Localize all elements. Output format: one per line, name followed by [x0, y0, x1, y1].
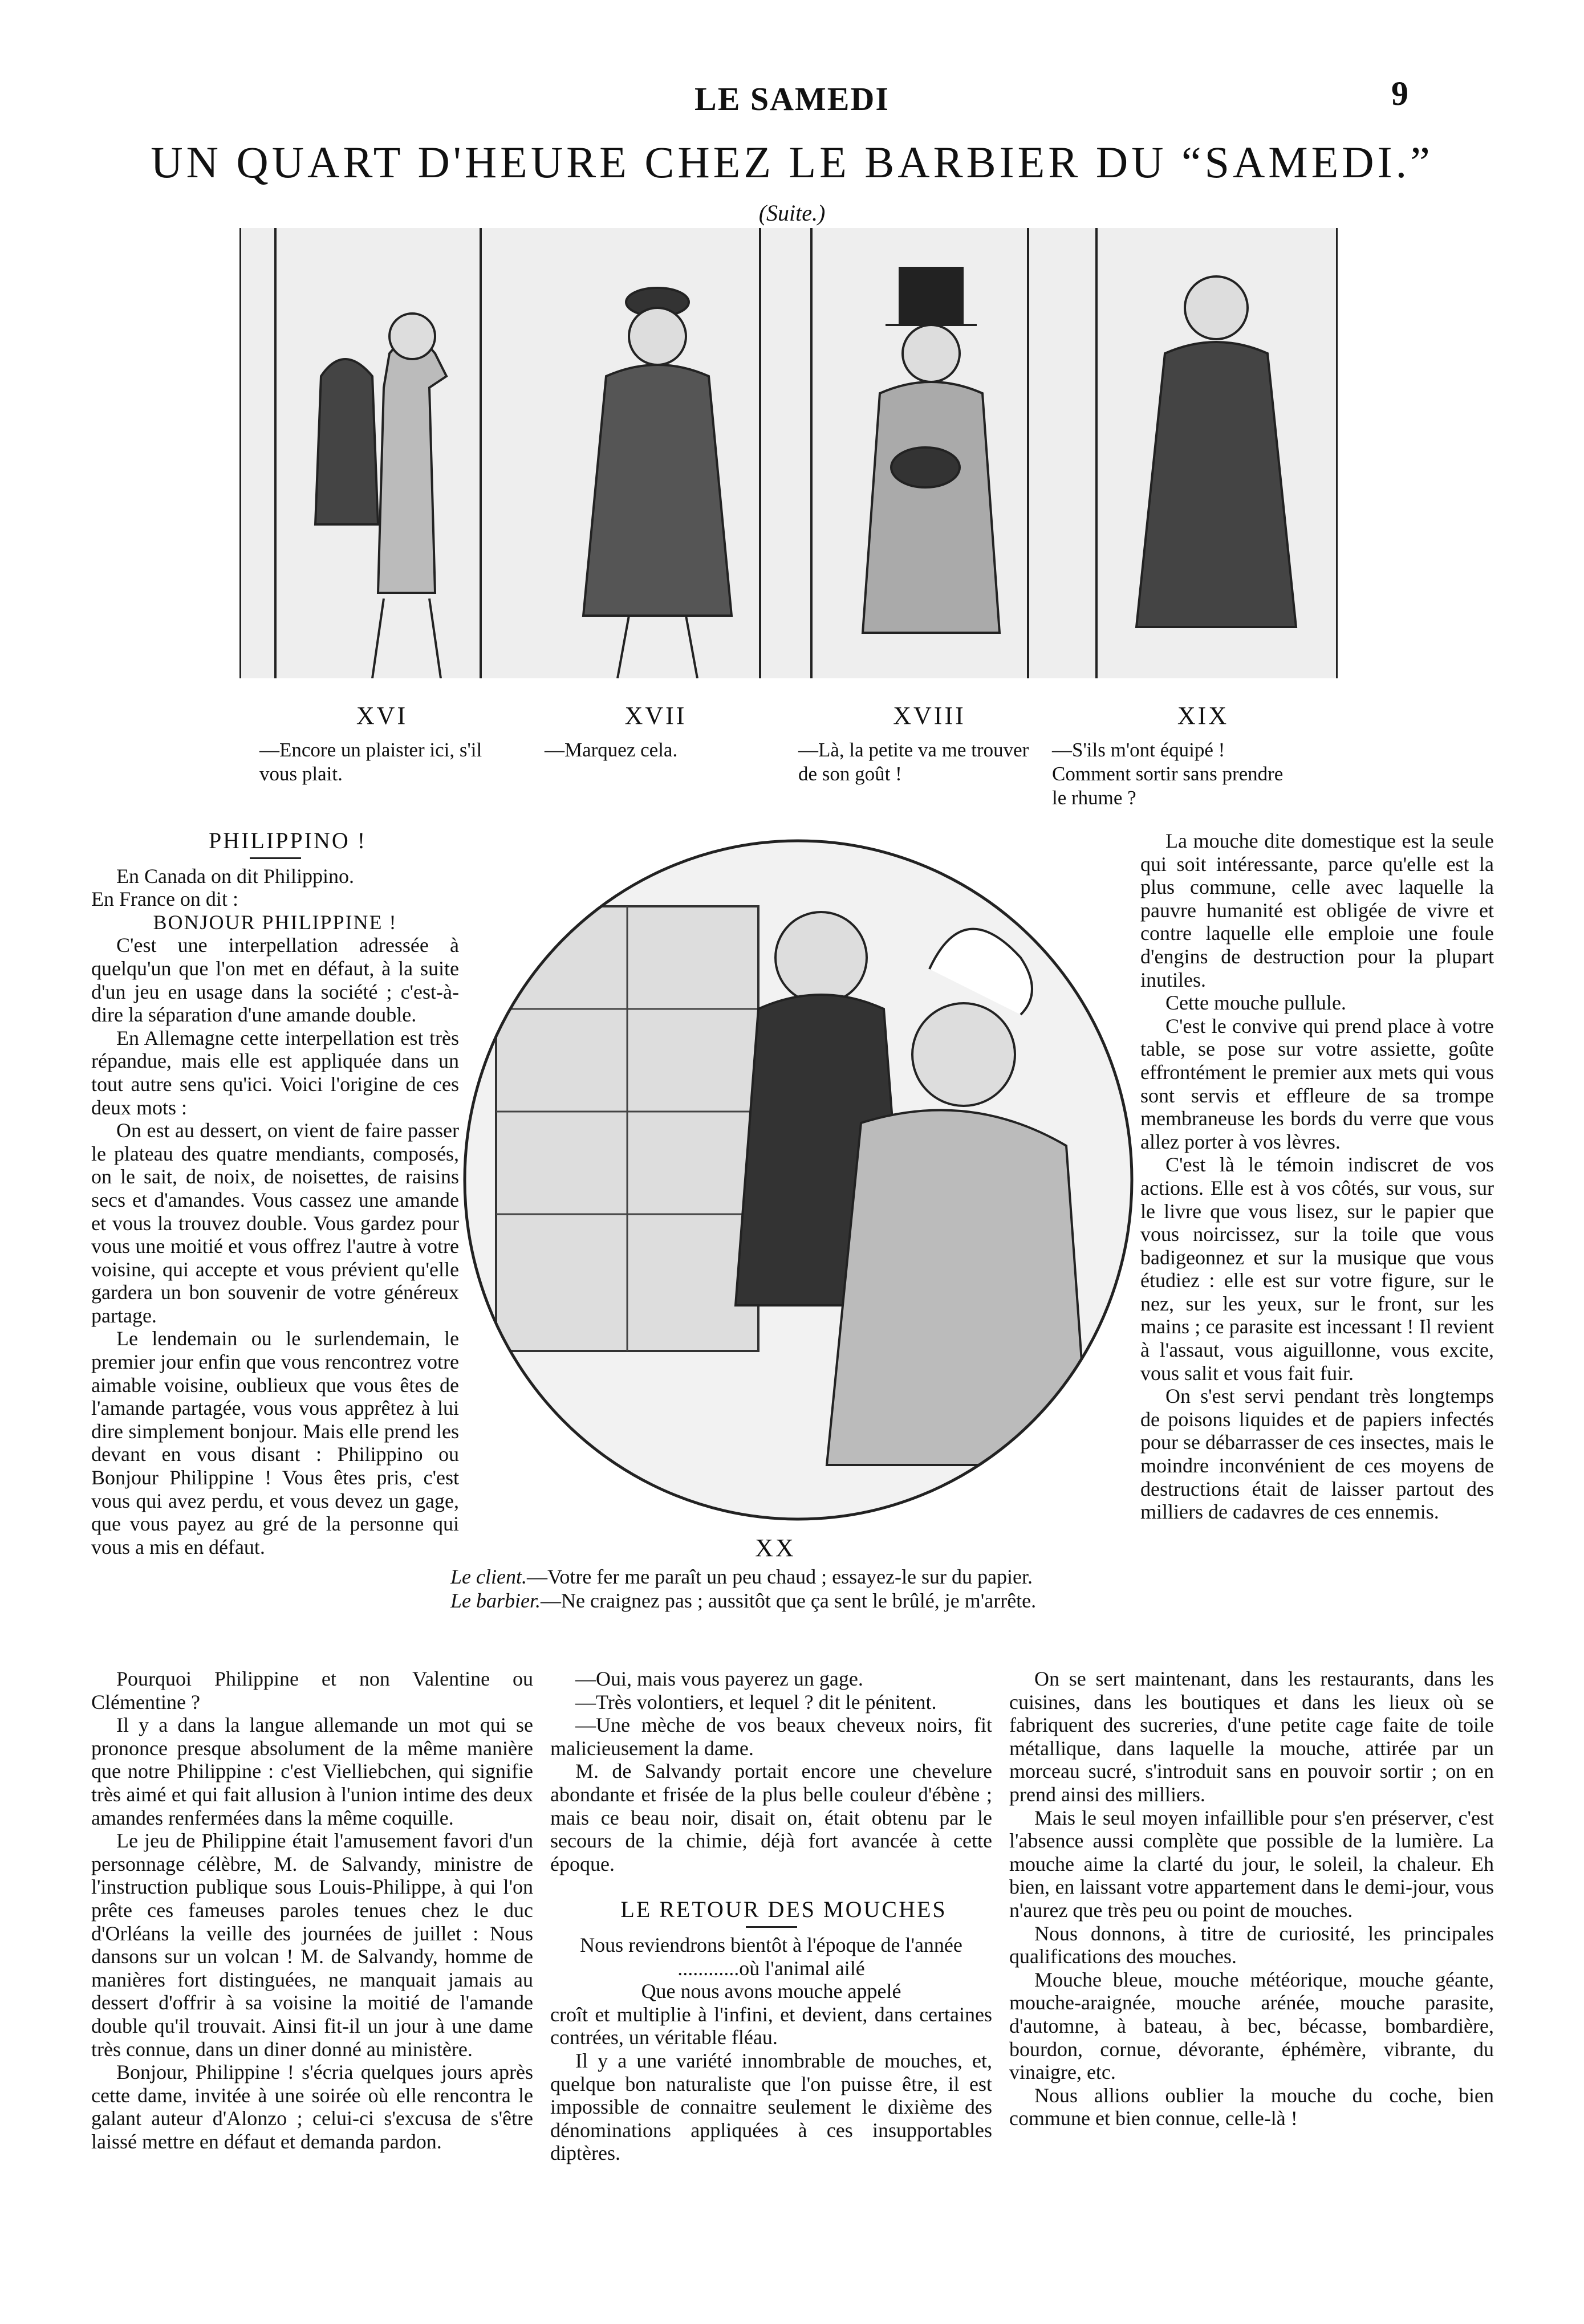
article-subtitle: (Suite.) [758, 200, 826, 226]
philippino-paragraph: —Une mèche de vos beaux cheveux noirs, fit malicieusement la dame. [550, 1714, 992, 1760]
mouches-continuation [1009, 1667, 1494, 2130]
running-title: LE SAMEDI [694, 80, 890, 117]
mouches-paragraph: Mais le seul moyen infaillible pour s'en préserver, c'est l'absence aussi complète que possible de la lumière. La mouche aime la clarté du jour, le soleil, la chaleur. Eh bien, en laissant votre appartement dans le demi-jour, vous n'aurez que très peu ou point de mouches. [1009, 1806, 1494, 1922]
mouches-paragraph: On s'est servi pendant très longtemps de poisons liquides et de papiers infectés pour se débarrasser de ces insectes, mais le moindre inconvénient de ces moyens de destructions était de laisser partout des milliers de cadavres de ces ennemis. [1140, 1385, 1494, 1524]
mouches-paragraph: On se sert maintenant, dans les restaurants, dans les cuisines, dans les boutiques et dans les lieux où se fabriquent des sucreries, d'une petite cage faite de toile métallique, dans laquelle la mouche, attirée par un morceau sucré, s'introduit sans en pouvoir sortir ; on en prend ainsi des milliers. [1009, 1667, 1494, 1806]
panel-xviii-caption: —Là, la petite va me trouver de son goût ! [798, 739, 1029, 785]
philippino-intro-1: En Canada on dit Philippino. [116, 864, 354, 888]
philippino-paragraph: —Oui, mais vous payerez un gage. [575, 1667, 863, 1690]
philippino-heading: PHILIPPINO ! [208, 828, 367, 853]
philippino-intro-2: En France on dit : [91, 888, 238, 911]
mouches-paragraph: Nous allions oublier la mouche du coche, bien commune et bien connue, celle-là ! [1009, 2083, 1494, 2130]
mouches-paragraph: C'est là le témoin indiscret de vos actions. Elle est à vos côtés, sur vous, sur le livre que vous lisez, sur le papier que vous noircissez, sur la toile que vous badigeonnez et sur la musique que vous étudiez : elle est sur votre figure, sur le nez, sur les yeux, sur le front, sur les mains ; ce parasite est incessant ! Il revient à l'assaut, vous aiguillonne, vous excite, vous salit et vous fait fuir. [1140, 1153, 1494, 1385]
panel-xix-illustration [1062, 228, 1338, 678]
heading-rule [746, 1926, 797, 1928]
mouches-column [1140, 829, 1494, 1524]
mouches-paragraph: La mouche dite domestique est la seule qui soit intéressante, parce qu'elle est la plus commune, celle avec laquelle la pauvre humanité est obligée de vivre et contre laquelle elle emploie une foule d'engins de destruction pour la plupart inutiles. [1140, 829, 1494, 991]
article-title: UN QUART D'HEURE CHEZ LE BARBIER DU “SAMEDI.” [151, 137, 1433, 187]
philippino-paragraph: En Allemagne cette interpellation est très répandue, mais elle est appliquée dans un tout autre sens qu'ici. Voici l'origine de ces deux mots : [91, 1026, 459, 1119]
panel-xvi-illustration [241, 228, 517, 678]
philippino-paragraph: Il y a dans la langue allemande un mot qui se prononce presque absolument de la même manière que notre Philippine : c'est Vielliebchen, qui signifie très aimé et qui fait allusion à l'union intime des deux amandes renfermées dans la même coquille. [91, 1714, 533, 1829]
panel-xviii-numeral: XVIII [893, 702, 966, 730]
philippino-paragraph: C'est une interpellation adressée à quelqu'un que l'on met en défaut, à la suite d'un jeu en usage dans la société ; c'est-à-dire la séparation d'une amande double. [91, 934, 459, 1027]
philippino-continuation [91, 1667, 533, 2153]
panel-xvi-numeral: XVI [356, 702, 408, 730]
mouches-intro-3: Que nous avons mouche appelé [641, 1980, 901, 2003]
barber-illustration [462, 838, 1135, 1522]
caption-line-client [450, 1565, 1135, 1589]
heading-rule [250, 857, 301, 859]
philippino-paragraph: On est au dessert, on vient de faire passer le plateau des quatre mendiants, composés, on le sait, de noix, de noisettes, de raisins secs et d'amandes. Vous cassez une amande et vous la trouvez double. Vous gardez pour vous une moitié et vous offrez l'autre à votre voisine, qui accepte et vous prévient qu'elle gardera un bon souvenir de votre généreux partage. [91, 1119, 459, 1327]
mouches-heading: LE RETOUR DES MOUCHES [620, 1896, 947, 1923]
mouches-paragraph: Mouche bleue, mouche météorique, mouche géante, mouche-araignée, mouche arénée, mouche parasite, d'automne, à bateau, à bec, bécasse, bombardière, bourdon, cornue, dévorante, éphémère, vibrante, du vinaigre, etc. [1009, 1968, 1494, 2084]
comic-strip [239, 228, 1338, 678]
panel-xvi-caption: —Encore un plaister ici, s'il vous plait. [259, 739, 482, 785]
mouches-paragraph: Nous donnons, à titre de curiosité, les principales qualifications des mouches. [1009, 1922, 1494, 1968]
philippino-column [91, 829, 459, 1558]
philippino-paragraph: M. de Salvandy portait encore une chevelure abondante et frisée de la plus belle couleur d'ébène ; mais ce beau noir, disait on, était obtenu par le secours de la chimie, déjà fort avancée à cette époque. [550, 1760, 992, 1875]
mouches-intro-1: Nous reviendrons bientôt à l'époque de l'année [580, 1933, 962, 1956]
philippino-paragraph: —Très volontiers, et lequel ? dit le pénitent. [575, 1690, 937, 1714]
mouches-paragraph: C'est le convive qui prend place à votre table, se pose sur votre assiette, goûte effrontément le premier aux mets qui vous sont servis et effleure de sa trompe membraneuse les bords du verre que vous allez porter à vos lèvres. [1140, 1014, 1494, 1153]
page-number: 9 [1391, 75, 1408, 112]
panel-xix-caption: —S'ils m'ont équipé ! Comment sortir sans prendre le rhume ? [1052, 739, 1284, 809]
panel-xix-numeral: XIX [1177, 702, 1229, 730]
illustration-numeral: XX [755, 1534, 796, 1562]
speaker-barber: Le barbier. [450, 1589, 541, 1612]
caption-line-barber [450, 1589, 1135, 1613]
philippino-paragraph: Le lendemain ou le surlendemain, le premier jour enfin que vous rencontrez votre aimable voisine, oublieux que vous êtes de l'amande partagée, vous vous apprêtez à lui dire simplement bonjour. Mais elle prend les devant en vous disant : Philippino ou Bonjour Philippine ! Vous êtes pris, c'est vous qui avez perdu, et vous devez un gage, que vous payez au gré de la personne qui vous a mis en défaut. [91, 1327, 459, 1558]
panel-xvii-caption: —Marquez cela. [545, 739, 678, 761]
illustration-caption [450, 1565, 1135, 1613]
middle-column [550, 1667, 992, 2165]
panel-xvii-numeral: XVII [624, 702, 687, 730]
philippino-paragraph: Pourquoi Philippine et non Valentine ou Clémentine ? [91, 1667, 533, 1714]
panel-xvii-illustration [515, 228, 790, 678]
client-line: —Votre fer me paraît un peu chaud ; essayez-le sur du papier. [526, 1565, 1033, 1588]
speaker-client: Le client. [450, 1565, 527, 1588]
mouches-paragraph: Il y a une variété innombrable de mouches, et, quelque bon naturaliste que l'on puisse être, il est impossible de connaitre seulement le dixième des dénominations appliquées à ces insupportables diptères. [550, 2049, 992, 2165]
mouches-paragraph: Cette mouche pullule. [1165, 991, 1346, 1015]
philippino-paragraph: Le jeu de Philippine était l'amusement favori d'un personnage célèbre, M. de Salvandy, ministre de l'instruction publique sous Louis-Philippe, à qui l'on prête ces fameuses paroles tenues chez le duc d'Orléans la veille des journées de juillet : Nous dansons sur un volcan ! M. de Salvandy, homme de manières fort distinguées, ne manquait jamais au dessert d'offrir à sa voisine la moitié de l'amande double qu'il trouvait. Ainsi fit-il un jour à une dame très connue, dans un diner donné au ministère. [91, 1829, 533, 2061]
mouches-paragraph: croît et multiplie à l'infini, et devient, dans certaines contrées, un véritable fléau. [550, 2003, 992, 2049]
mouches-intro-2: ............où l'animal ailé [677, 1956, 865, 1980]
philippino-intro-3: BONJOUR PHILIPPINE ! [153, 910, 397, 934]
philippino-paragraph: Bonjour, Philippine ! s'écria quelques jours après cette dame, invitée à une soirée où elle rencontra le galant auteur d'Alonzo ; celui-ci s'excusa de s'être laissé mettre en défaut et demanda pardon. [91, 2061, 533, 2153]
barber-line: —Ne craignez pas ; aussitôt que ça sent le brûlé, je m'arrête. [541, 1589, 1037, 1612]
panel-xviii-illustration [789, 228, 1064, 678]
